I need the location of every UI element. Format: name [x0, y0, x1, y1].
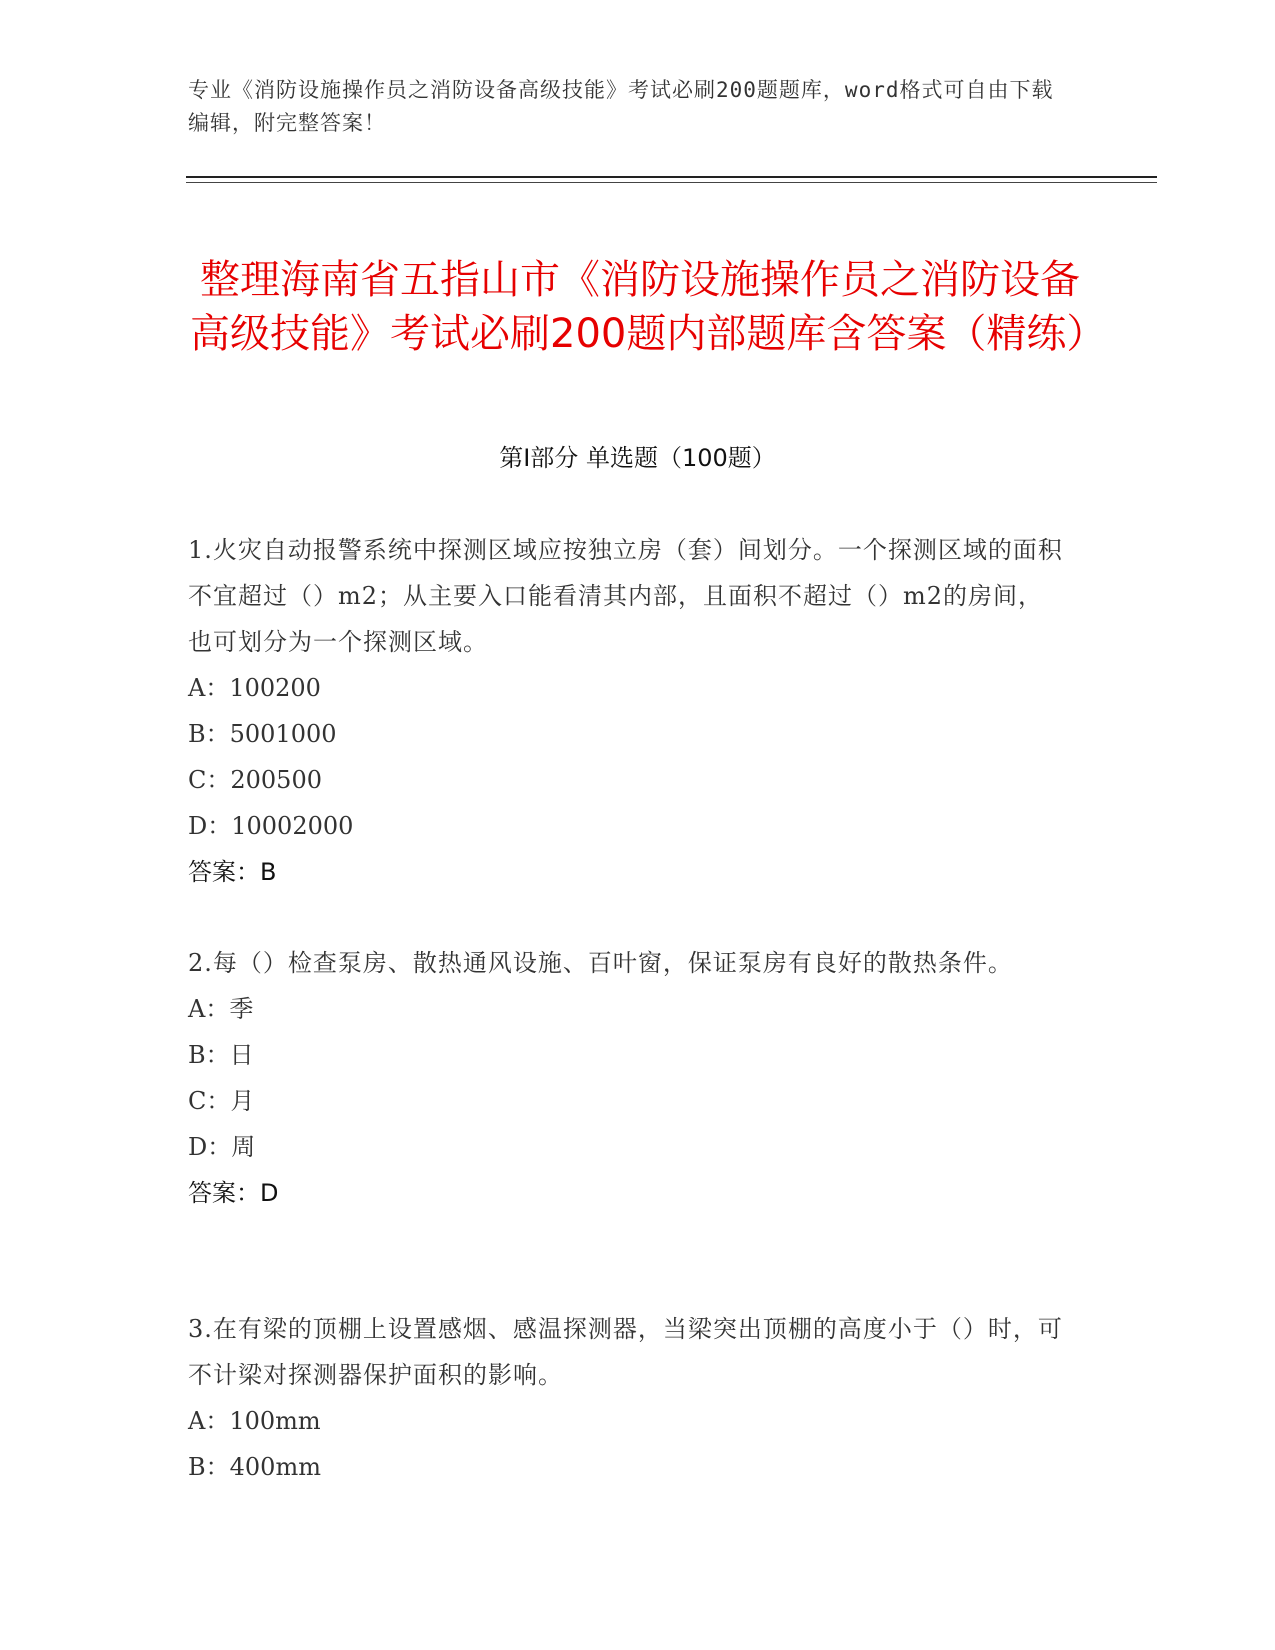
- question-text: 1.火灾自动报警系统中探测区域应按独立房（套）间划分。一个探测区域的面积不宜超过（）m2；从主要入口能看清其内部，且面积不超过（）m2的房间，也可划分为一个探测区域。: [188, 536, 1063, 656]
- header-divider-thin: [186, 182, 1157, 183]
- answer-line: 答案：D: [188, 1179, 279, 1207]
- option-a: A：100200: [188, 674, 321, 702]
- document-title: 整理海南省五指山市《消防设施操作员之消防设备高级技能》考试必刷200题内部题库含答案（精练）: [190, 256, 1107, 357]
- question-1: [188, 527, 1068, 895]
- option-c: C：200500: [188, 766, 322, 794]
- header-note: 专业《消防设施操作员之消防设备高级技能》考试必刷200题题库，word格式可自由下载编辑，附完整答案！: [188, 78, 1054, 135]
- question-text: 2.每（）检查泵房、散热通风设施、百叶窗，保证泵房有良好的散热条件。: [188, 949, 1013, 977]
- option-b: B：5001000: [188, 720, 337, 748]
- option-c: C：月: [188, 1087, 255, 1115]
- section-heading: 第Ⅰ部分 单选题（100题）: [499, 444, 776, 472]
- header-divider-thick: [186, 176, 1157, 178]
- option-b: B：日: [188, 1041, 254, 1069]
- option-d: D：周: [188, 1133, 256, 1161]
- answer-line: 答案：B: [188, 858, 277, 886]
- option-b: B：400mm: [188, 1453, 321, 1481]
- option-a: A：100mm: [188, 1407, 321, 1435]
- question-text: 3.在有梁的顶棚上设置感烟、感温探测器，当梁突出顶棚的高度小于（）时，可不计梁对探测器保护面积的影响。: [188, 1315, 1063, 1389]
- question-2: [188, 940, 1068, 1216]
- option-a: A：季: [188, 995, 254, 1023]
- question-3: [188, 1306, 1068, 1490]
- option-d: D：10002000: [188, 812, 354, 840]
